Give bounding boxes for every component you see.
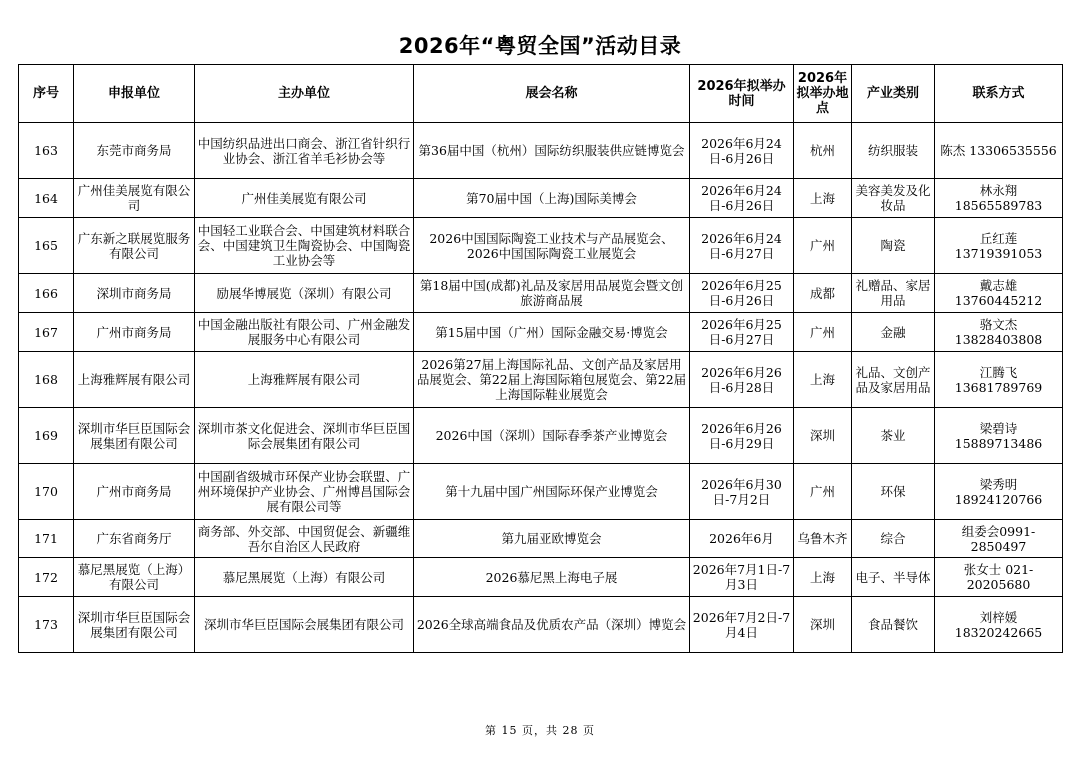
organizer-cell: 慕尼黑展览（上海）有限公司: [195, 558, 414, 597]
exhibition-cell: 第十九届中国广州国际环保产业博览会: [414, 464, 690, 520]
industry-cell: 美容美发及化妆品: [852, 179, 935, 218]
row-number: 172: [19, 558, 74, 597]
exhibition-cell: 第15届中国（广州）国际金融交易·博览会: [414, 313, 690, 352]
table-row: [19, 313, 1063, 352]
organizer-cell: 中国金融出版社有限公司、广州金融发展服务中心有限公司: [195, 313, 414, 352]
contact-cell: 梁秀明 18924120766: [935, 464, 1063, 520]
location-cell: 乌鲁木齐: [794, 520, 852, 558]
location-cell: 成都: [794, 274, 852, 313]
table-row: [19, 520, 1063, 558]
document-title: 2026年“粤贸全国”活动目录: [398, 34, 682, 58]
header-applicant: 申报单位: [74, 65, 195, 123]
organizer-cell: 深圳市华巨臣国际会展集团有限公司: [195, 597, 414, 653]
date-cell: 2026年7月2日-7月4日: [690, 597, 794, 653]
table-row: [19, 597, 1063, 653]
exhibition-cell: 第九届亚欧博览会: [414, 520, 690, 558]
table-row: [19, 274, 1063, 313]
contact-cell: 林永翔 18565589783: [935, 179, 1063, 218]
location-cell: 广州: [794, 218, 852, 274]
industry-cell: 金融: [852, 313, 935, 352]
row-number: 168: [19, 352, 74, 408]
page-footer: 第 15 页，共 28 页: [485, 724, 595, 737]
organizer-cell: 中国轻工业联合会、中国建筑材料联合会、中国建筑卫生陶瓷协会、中国陶瓷工业协会等: [195, 218, 414, 274]
contact-cell: 刘梓媛 18320242665: [935, 597, 1063, 653]
header-exhibition: 展会名称: [414, 65, 690, 123]
header-organizer: 主办单位: [195, 65, 414, 123]
header-date: 2026年拟举办时间: [690, 65, 794, 123]
applicant-cell: 广东新之联展览服务有限公司: [74, 218, 195, 274]
organizer-cell: 中国副省级城市环保产业协会联盟、广州环境保护产业协会、广州博昌国际会展有限公司等: [195, 464, 414, 520]
table-header-row: [19, 65, 1063, 123]
applicant-cell: 广州市商务局: [74, 464, 195, 520]
date-cell: 2026年6月24日-6月26日: [690, 123, 794, 179]
location-cell: 上海: [794, 352, 852, 408]
applicant-cell: 广州佳美展览有限公司: [74, 179, 195, 218]
contact-cell: 陈杰 13306535556: [935, 123, 1063, 179]
exhibition-cell: 第36届中国（杭州）国际纺织服装供应链博览会: [414, 123, 690, 179]
industry-cell: 环保: [852, 464, 935, 520]
organizer-cell: 深圳市茶文化促进会、深圳市华巨臣国际会展集团有限公司: [195, 408, 414, 464]
applicant-cell: 深圳市华巨臣国际会展集团有限公司: [74, 597, 195, 653]
applicant-cell: 深圳市商务局: [74, 274, 195, 313]
row-number: 166: [19, 274, 74, 313]
organizer-cell: 商务部、外交部、中国贸促会、新疆维吾尔自治区人民政府: [195, 520, 414, 558]
table-row: [19, 408, 1063, 464]
contact-cell: 张女士 021-20205680: [935, 558, 1063, 597]
activity-catalog-table: [18, 64, 1063, 653]
table-row: [19, 352, 1063, 408]
applicant-cell: 深圳市华巨臣国际会展集团有限公司: [74, 408, 195, 464]
applicant-cell: 广东省商务厅: [74, 520, 195, 558]
date-cell: 2026年6月24日-6月26日: [690, 179, 794, 218]
date-cell: 2026年6月30日-7月2日: [690, 464, 794, 520]
table-row: [19, 179, 1063, 218]
row-number: 171: [19, 520, 74, 558]
row-number: 169: [19, 408, 74, 464]
contact-cell: 组委会0991-2850497: [935, 520, 1063, 558]
location-cell: 上海: [794, 179, 852, 218]
header-location: 2026年拟举办地点: [794, 65, 852, 123]
industry-cell: 陶瓷: [852, 218, 935, 274]
date-cell: 2026年6月26日-6月28日: [690, 352, 794, 408]
date-cell: 2026年6月26日-6月29日: [690, 408, 794, 464]
industry-cell: 电子、半导体: [852, 558, 935, 597]
table-row: [19, 464, 1063, 520]
industry-cell: 纺织服装: [852, 123, 935, 179]
row-number: 163: [19, 123, 74, 179]
location-cell: 广州: [794, 464, 852, 520]
header-contact: 联系方式: [935, 65, 1063, 123]
date-cell: 2026年6月25日-6月26日: [690, 274, 794, 313]
location-cell: 深圳: [794, 597, 852, 653]
location-cell: 上海: [794, 558, 852, 597]
contact-cell: 梁碧诗 15889713486: [935, 408, 1063, 464]
industry-cell: 综合: [852, 520, 935, 558]
exhibition-cell: 2026慕尼黑上海电子展: [414, 558, 690, 597]
row-number: 164: [19, 179, 74, 218]
table-row: [19, 218, 1063, 274]
contact-cell: 丘红莲 13719391053: [935, 218, 1063, 274]
row-number: 173: [19, 597, 74, 653]
industry-cell: 食品餐饮: [852, 597, 935, 653]
organizer-cell: 励展华博展览（深圳）有限公司: [195, 274, 414, 313]
header-industry: 产业类别: [852, 65, 935, 123]
row-number: 170: [19, 464, 74, 520]
row-number: 167: [19, 313, 74, 352]
exhibition-cell: 第18届中国(成都)礼品及家居用品展览会暨文创旅游商品展: [414, 274, 690, 313]
applicant-cell: 上海雅辉展有限公司: [74, 352, 195, 408]
exhibition-cell: 2026全球高端食品及优质农产品（深圳）博览会: [414, 597, 690, 653]
organizer-cell: 广州佳美展览有限公司: [195, 179, 414, 218]
location-cell: 深圳: [794, 408, 852, 464]
header-seq: 序号: [19, 65, 74, 123]
industry-cell: 礼赠品、家居用品: [852, 274, 935, 313]
applicant-cell: 慕尼黑展览（上海）有限公司: [74, 558, 195, 597]
date-cell: 2026年6月24日-6月27日: [690, 218, 794, 274]
applicant-cell: 广州市商务局: [74, 313, 195, 352]
date-cell: 2026年7月1日-7月3日: [690, 558, 794, 597]
table-row: [19, 123, 1063, 179]
table-row: [19, 558, 1063, 597]
organizer-cell: 上海雅辉展有限公司: [195, 352, 414, 408]
applicant-cell: 东莞市商务局: [74, 123, 195, 179]
contact-cell: 戴志雄 13760445212: [935, 274, 1063, 313]
row-number: 165: [19, 218, 74, 274]
exhibition-cell: 2026中国（深圳）国际春季茶产业博览会: [414, 408, 690, 464]
exhibition-cell: 第70届中国（上海)国际美博会: [414, 179, 690, 218]
contact-cell: 江腾飞 13681789769: [935, 352, 1063, 408]
exhibition-cell: 2026第27届上海国际礼品、文创产品及家居用品展览会、第22届上海国际箱包展览会、第22届上海国际鞋业展览会: [414, 352, 690, 408]
date-cell: 2026年6月25日-6月27日: [690, 313, 794, 352]
location-cell: 广州: [794, 313, 852, 352]
location-cell: 杭州: [794, 123, 852, 179]
industry-cell: 茶业: [852, 408, 935, 464]
contact-cell: 骆文杰 13828403808: [935, 313, 1063, 352]
industry-cell: 礼品、文创产品及家居用品: [852, 352, 935, 408]
exhibition-cell: 2026中国国际陶瓷工业技术与产品展览会、2026中国国际陶瓷工业展览会: [414, 218, 690, 274]
date-cell: 2026年6月: [690, 520, 794, 558]
organizer-cell: 中国纺织品进出口商会、浙江省针织行业协会、浙江省羊毛衫协会等: [195, 123, 414, 179]
